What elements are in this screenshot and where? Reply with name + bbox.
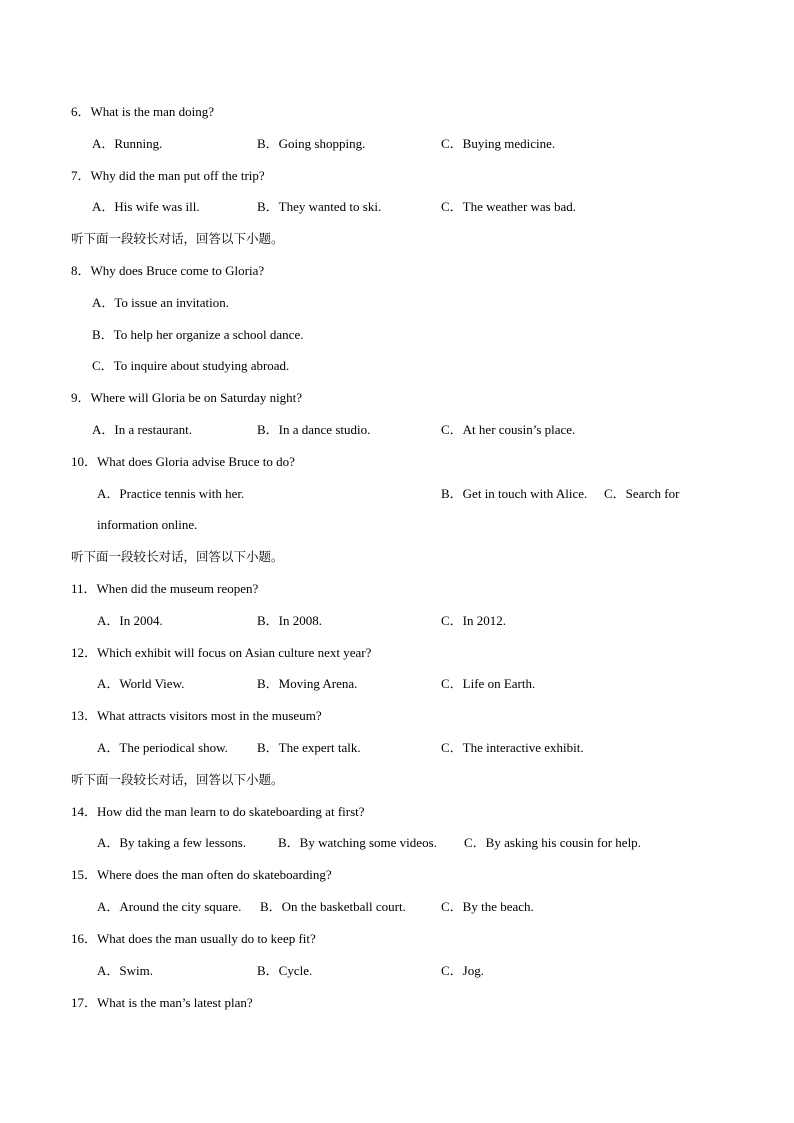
option-a[interactable]: A．In 2004. [97, 613, 163, 628]
question-text: Which exhibit will focus on Asian culture next year? [97, 645, 372, 660]
question-15 [71, 867, 332, 883]
option-c[interactable]: C．To inquire about studying abroad. [92, 358, 290, 373]
option-b[interactable]: B．Cycle. [257, 963, 313, 978]
option-b[interactable]: B．Get in touch with Alice. [441, 486, 588, 501]
question-text: What is the man doing? [90, 104, 214, 119]
option-a[interactable]: A．His wife was ill. [92, 199, 200, 214]
option-c[interactable]: C．In 2012. [441, 613, 507, 628]
option-a[interactable]: A．The periodical show. [97, 740, 228, 755]
question-8 [71, 263, 264, 279]
section-header: 听下面一段较长对话，回答以下小题。 [71, 231, 284, 246]
question-number: 13． [71, 708, 98, 723]
question-number: 15． [71, 867, 98, 882]
section-header: 听下面一段较长对话，回答以下小题。 [71, 549, 284, 564]
question-text: Why did the man put off the trip? [90, 168, 265, 183]
question-number: 12． [71, 645, 98, 660]
question-7 [71, 168, 265, 184]
question-16 [71, 931, 316, 947]
question-14 [71, 804, 365, 820]
option-a[interactable]: A．Swim. [97, 963, 153, 978]
option-c[interactable]: C．Buying medicine. [441, 136, 556, 151]
question-number: 7． [71, 168, 91, 183]
question-text: Why does Bruce come to Gloria? [90, 263, 265, 278]
option-a[interactable]: A．By taking a few lessons. [97, 835, 247, 850]
option-b[interactable]: B．Going shopping. [257, 136, 366, 151]
question-text: What attracts visitors most in the museum? [97, 708, 322, 723]
option-b[interactable]: B．In a dance studio. [257, 422, 371, 437]
question-text: What does the man usually do to keep fit? [97, 931, 316, 946]
option-c[interactable]: C．The weather was bad. [441, 199, 577, 214]
option-a[interactable]: A．To issue an invitation. [92, 295, 230, 310]
question-11 [71, 581, 258, 597]
option-c[interactable]: C．The interactive exhibit. [441, 740, 584, 755]
option-a[interactable]: A．World View. [97, 676, 185, 691]
option-b[interactable]: B．They wanted to ski. [257, 199, 382, 214]
question-number: 8． [71, 263, 91, 278]
question-text: When did the museum reopen? [96, 581, 259, 596]
option-b[interactable]: B．To help her organize a school dance. [92, 327, 304, 342]
question-text: What is the man’s latest plan? [97, 995, 253, 1010]
question-17 [71, 995, 253, 1011]
option-b[interactable]: B．The expert talk. [257, 740, 361, 755]
option-b[interactable]: B．On the basketball court. [260, 899, 406, 914]
question-number: 10． [71, 454, 98, 469]
option-c[interactable]: C．Search for [604, 486, 680, 501]
option-c[interactable]: C．Life on Earth. [441, 676, 536, 691]
question-12 [71, 645, 371, 661]
question-number: 14． [71, 804, 98, 819]
question-number: 11． [71, 581, 97, 596]
option-c[interactable]: C．Jog. [441, 963, 484, 978]
option-b[interactable]: B．Moving Arena. [257, 676, 358, 691]
option-b[interactable]: B．In 2008. [257, 613, 323, 628]
option-a[interactable]: A．Around the city square. [97, 899, 242, 914]
option-c[interactable]: C．At her cousin’s place. [441, 422, 576, 437]
question-6 [71, 104, 214, 120]
option-a[interactable]: A．Running. [92, 136, 163, 151]
option-b[interactable]: B．By watching some videos. [278, 835, 437, 850]
question-text: Where will Gloria be on Saturday night? [90, 390, 303, 405]
option-c[interactable]: C．By asking his cousin for help. [464, 835, 641, 850]
question-number: 9． [71, 390, 91, 405]
question-number: 6． [71, 104, 91, 119]
question-13 [71, 708, 322, 724]
question-number: 17． [71, 995, 98, 1010]
option-c[interactable]: C．By the beach. [441, 899, 534, 914]
section-header: 听下面一段较长对话，回答以下小题。 [71, 772, 284, 787]
question-text: How did the man learn to do skateboarding at first? [97, 804, 365, 819]
option-a[interactable]: A．Practice tennis with her. [97, 486, 245, 501]
option-a[interactable]: A．In a restaurant. [92, 422, 192, 437]
question-10 [71, 454, 295, 470]
question-9 [71, 390, 302, 406]
option-c-continued[interactable]: information online. [97, 517, 198, 532]
question-text: Where does the man often do skateboarding? [97, 867, 332, 882]
question-text: What does Gloria advise Bruce to do? [97, 454, 295, 469]
question-number: 16． [71, 931, 98, 946]
